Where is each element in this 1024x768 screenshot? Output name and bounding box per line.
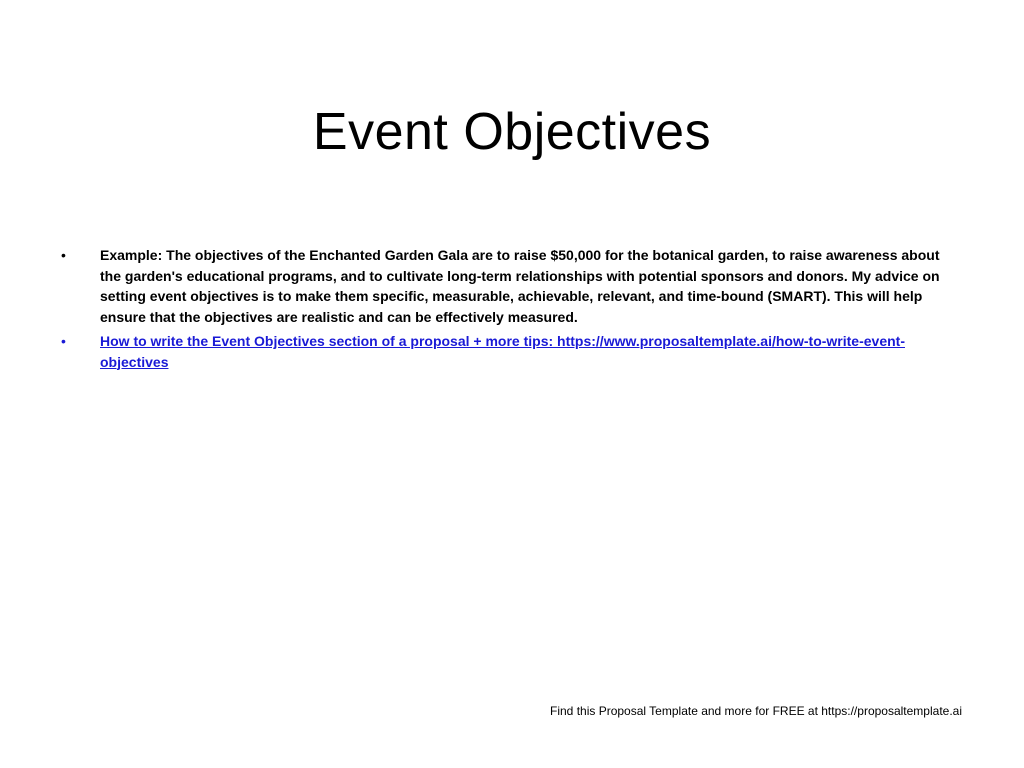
footer-note: Find this Proposal Template and more for FREE at https://proposaltemplate.ai: [550, 704, 962, 718]
proposal-tips-link[interactable]: How to write the Event Objectives section of a proposal + more tips: https://www.proposaltemplate.ai/how-to-write-event-objectives: [100, 333, 905, 370]
bullet-list: [56, 245, 956, 376]
bullet-item-link[interactable]: [56, 331, 956, 372]
example-text: Example: The objectives of the Enchanted Garden Gala are to raise $50,000 for the botanical garden, to raise awareness about the garden's educational programs, and to cultivate long-term relationships with potential sponsors and donors. My advice on setting event objectives is to make them specific, measurable, achievable, relevant, and time-bound (SMART). This will help ensure that the objectives are realistic and can be effectively measured.: [100, 247, 940, 325]
bullet-marker: •: [61, 247, 66, 263]
bullet-marker: •: [61, 333, 66, 349]
slide-title: Event Objectives: [312, 102, 712, 161]
bullet-item-example: [56, 245, 956, 327]
